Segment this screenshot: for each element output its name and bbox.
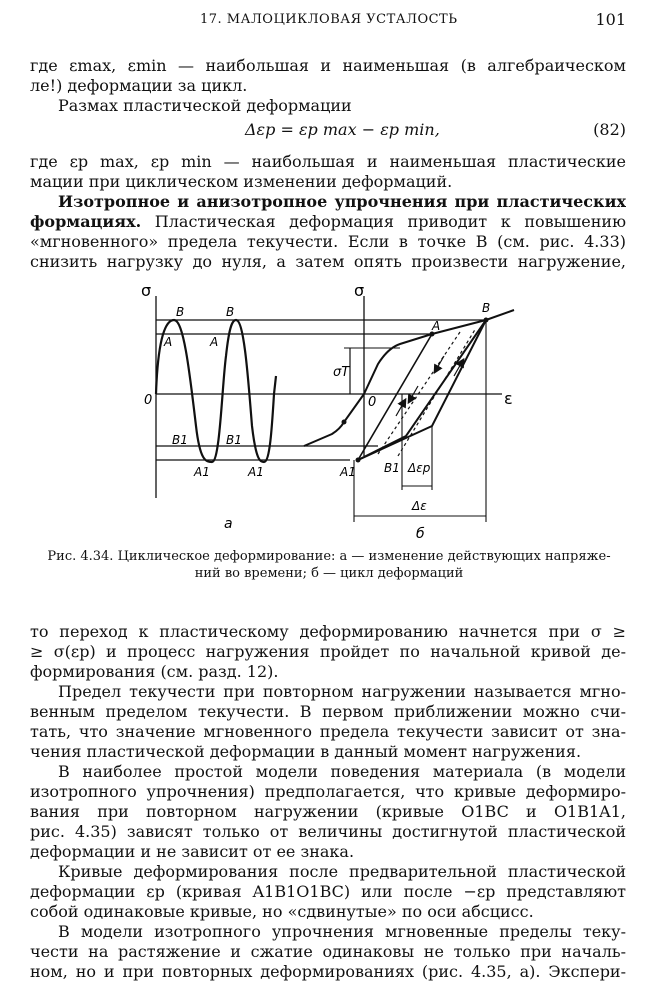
text-line: ле!) деформации за цикл. [30,76,248,95]
point-B [484,318,489,323]
paragraph-mid [30,152,626,272]
text-line: где εp max, εp min — наибольшая и наименьшая пластические [30,152,626,171]
panel-label-a: а [224,516,233,532]
initial-loading-curve [304,394,364,446]
text-line: «мгновенного» предела текучести. Если в точке B (см. рис. 4.33) [30,232,626,251]
epsilon-label: ε [504,389,513,408]
text-line: венным пределом текучести. В первом приближении можно счи- [30,702,626,721]
text-line [30,212,626,232]
body-text [30,622,626,982]
point-start [342,420,347,425]
text-line: чения пластической деформации в данный момент нагружения. [30,742,582,761]
upper-label: A [164,335,173,349]
equation-82 [0,118,652,142]
trough-label: A1 [194,465,210,479]
text-fragment: Пластическая деформация приводит к повышению [141,212,626,231]
paragraph-top [30,56,626,116]
text-line: ≥ σ(εp) и процесс нагружения пройдет по начальной кривой де- [30,642,626,661]
figure-caption [34,548,624,582]
direction-arrow [436,356,444,370]
text-line: ном, но и при повторных деформированиях (рис. 4.35, а). Экспери- [30,962,626,981]
text-line: рис. 4.35) зависят только от величины достигнутой пластической [30,822,626,841]
lower-label: B1 [172,433,188,447]
sigma-label-right: σ [354,281,365,300]
text-line: изотропного упрочнения) предполагается, что кривые деформиро- [30,782,626,801]
reloading-A1-to-B [358,320,486,460]
caption-line: Рис. 4.34. Циклическое деформирование: а — изменение действующих напряже- [47,549,611,564]
running-header [0,8,652,32]
text-line: деформации и не зависит от ее знака. [30,842,355,861]
origin-label-right: 0 [368,395,377,410]
origin-label-left: 0 [144,393,153,408]
page-number: 101 [595,10,626,29]
label-A1-right: A1 [340,465,356,479]
delta-ep-label: Δεp [408,461,431,475]
label-B-right: B [482,301,491,315]
point-A1 [356,458,361,463]
sigma-label-left: σ [141,281,152,300]
caption-line: ний во времени; б — цикл деформаций [194,566,464,581]
text-line: Предел текучести при повторном нагружении называется мгно- [58,682,626,701]
direction-arrow [396,402,404,416]
equation-expression: Δεp = εp max − εp min, [245,120,440,139]
upper-label: A [210,335,219,349]
label-B1-right: B1 [384,461,400,475]
text-line: В наиболее простой модели поведения материала (в модели [58,762,626,781]
delta-e-label: Δε [412,499,427,513]
text-line: Кривые деформирования после предварительной пластической [58,862,626,881]
text-line: В модели изотропного упрочнения мгновенные пределы теку- [58,922,626,941]
text-line: деформации εp (кривая A1B1O1BC) или после −εp представляют [30,882,626,901]
text-line: то переход к пластическому деформированию начнется при σ ≥ [30,622,626,641]
text-line: мации при циклическом изменении деформаций. [30,172,453,191]
section-heading-line: Изотропное и анизотропное упрочнения при пластических [58,192,626,211]
trough-label: A1 [248,465,264,479]
chapter-title: 17. МАЛОЦИКЛОВАЯ УСТАЛОСТЬ [200,12,458,27]
label-A-right: A [432,319,441,333]
text-line: где εmax, εmin — наибольшая и наименьшая (в алгебраическом [30,56,626,75]
lower-label: B1 [226,433,242,447]
figure-4-34 [0,276,652,546]
text-line: Размах пластической деформации [58,96,352,115]
text-line: чести на растяжение и сжатие одинаковы не только при началь- [30,942,626,961]
yield-label: σT [333,365,350,380]
text-line: формирования (см. разд. 12). [30,662,279,681]
peak-label: B [176,305,185,319]
panel-label-b: б [416,526,425,542]
unloading-B-to-A1 [358,320,486,460]
peak-label: B [226,305,235,319]
direction-arrow [410,386,418,400]
text-line: собой одинаковые кривые, но «сдвинутые» по оси абсцисс. [30,902,534,921]
text-line: тать, что значение мгновенного предела текучести зависит от зна- [30,722,626,741]
equation-number: (82) [593,120,626,139]
text-line: снизить нагрузку до нуля, а затем опять произвести нагружение, [30,252,626,271]
section-heading-end: формациях. [30,212,142,231]
text-line: вания при повторном нагружении (кривые O1BC и O1B1A1, [30,802,626,821]
